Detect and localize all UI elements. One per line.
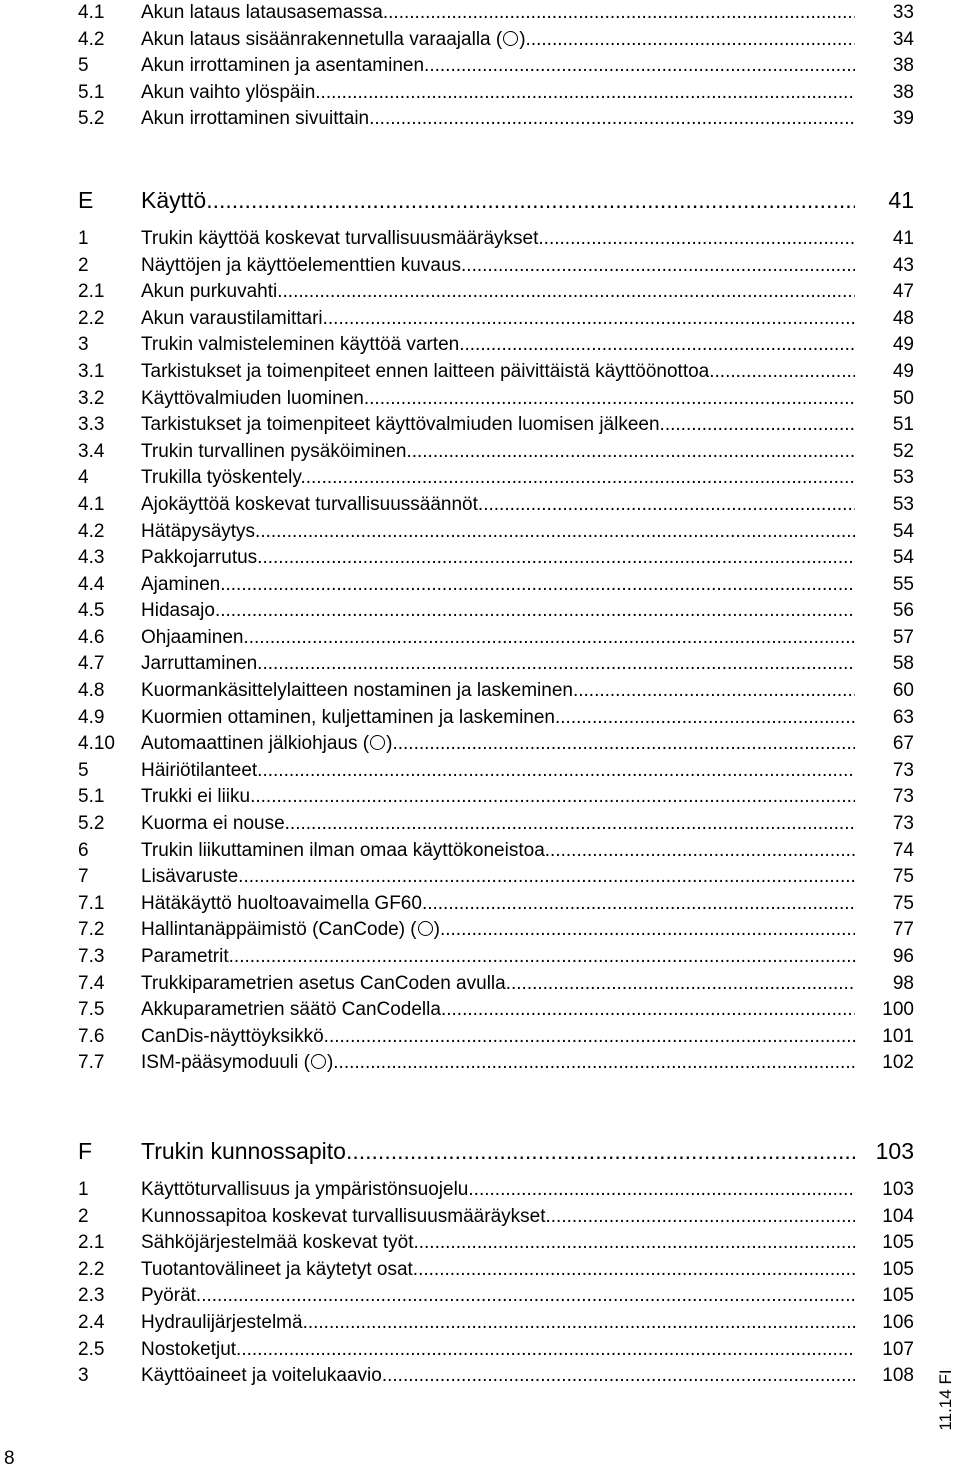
toc-entry-page: 47: [892, 281, 914, 303]
toc-entry[interactable]: [78, 439, 914, 466]
toc-entry-title: [141, 306, 855, 333]
toc-entry-title-text: Trukilla työskentely: [141, 467, 301, 489]
toc-entry-number: 2: [78, 254, 89, 276]
toc-entry-title: [141, 891, 855, 918]
toc-entry[interactable]: [78, 944, 914, 971]
toc-entry-title-text: Pyörät: [141, 1285, 196, 1307]
toc-entry-page: 103: [875, 1137, 914, 1164]
toc-entry-page: 102: [882, 1052, 914, 1074]
toc-entry-page: 74: [892, 839, 914, 861]
toc-entry-title-text: Näyttöjen ja käyttöelementtien kuvaus: [141, 254, 462, 276]
spacer: [78, 133, 914, 184]
toc-entry-page: 51: [892, 414, 914, 436]
toc-entry-title: [141, 53, 855, 80]
toc-entry[interactable]: [78, 359, 914, 386]
toc-entry[interactable]: [78, 971, 914, 998]
toc-entry-page: 73: [892, 813, 914, 835]
toc-entry-title: [141, 226, 855, 253]
toc-entry-number: 7.2: [78, 919, 105, 941]
toc-entry[interactable]: [78, 625, 914, 652]
toc-entry-page: 56: [892, 600, 914, 622]
toc-entry-title-text: Automaattinen jälkiohjaus (: [141, 733, 370, 755]
toc-entry-number: 7.7: [78, 1052, 105, 1074]
toc-entry-number: 4.6: [78, 626, 105, 648]
toc-entry[interactable]: [78, 838, 914, 865]
toc-entry-title: [141, 1024, 855, 1051]
toc-entry[interactable]: [78, 572, 914, 599]
toc-entry[interactable]: [78, 705, 914, 732]
toc-entry-title: [141, 1337, 855, 1364]
toc-entry-page: 52: [892, 440, 914, 462]
toc-entry-number: 4.7: [78, 653, 105, 675]
toc-entry-page: 53: [892, 493, 914, 515]
toc-entry-number: 4.1: [78, 2, 105, 23]
toc-entry[interactable]: [78, 1177, 914, 1204]
toc-entry[interactable]: [78, 1024, 914, 1051]
toc-entry-page: 58: [892, 653, 914, 675]
toc-entry-page: 75: [892, 866, 914, 888]
toc-entry-page: 57: [892, 626, 914, 648]
toc-entry-title-text: Akun irrottaminen ja asentaminen: [141, 55, 425, 77]
toc-entry-number: 2.4: [78, 1311, 105, 1333]
toc-entry-title: [141, 997, 855, 1024]
toc-entry-title-text: Jarruttaminen: [141, 653, 258, 675]
toc-entry-number: 2.2: [78, 307, 105, 329]
toc-entry-number: 3: [78, 334, 89, 356]
toc-entry-title-text: Hydraulijärjestelmä: [141, 1311, 303, 1333]
toc-entry-title-text: Sähköjärjestelmää koskevat työt: [141, 1232, 414, 1254]
toc-entry[interactable]: [78, 492, 914, 519]
toc-entry-title-text: Akun lataus latausasemassa: [141, 2, 383, 23]
toc-entry-page: 54: [892, 547, 914, 569]
toc-entry-title: [141, 1050, 855, 1077]
toc-entry-number: 4.5: [78, 600, 105, 622]
toc-entry[interactable]: [78, 80, 914, 107]
toc-entry-number: 7.5: [78, 999, 105, 1021]
toc-entry[interactable]: [78, 386, 914, 413]
toc-entry-page: 106: [882, 1311, 914, 1333]
toc-entry-number: 7.3: [78, 946, 105, 967]
toc-entry-title-text: Kuormankäsittelylaitteen nostaminen ja laskeminen: [141, 680, 573, 702]
toc-entry-title: [141, 492, 855, 519]
toc-entry-number: 1: [78, 227, 89, 249]
toc-entry-title-suffix: ): [519, 28, 526, 50]
toc-entry[interactable]: [78, 545, 914, 572]
toc-entry-title-text: Nostoketjut: [141, 1338, 237, 1360]
toc-entry-title-text: Ajokäyttöä koskevat turvallisuussäännöt: [141, 493, 478, 515]
toc-entry[interactable]: [78, 106, 914, 133]
toc-entry-title-text: Akun irrottaminen sivuittain: [141, 108, 370, 130]
toc-entry-number: 4.2: [78, 28, 105, 50]
toc-entry-page: 33: [892, 2, 914, 23]
toc-entry-title: [141, 519, 855, 546]
toc-entry-title: [141, 625, 855, 652]
toc-entry-title: [141, 1363, 855, 1390]
toc-entry-title: [141, 971, 855, 998]
toc-entry[interactable]: [78, 279, 914, 306]
toc-entry-title-text: Trukin käyttöä koskevat turvallisuusmääräykset: [141, 227, 539, 249]
toc-entry-page: 38: [892, 81, 914, 103]
toc-entry-title: [141, 27, 855, 54]
toc-entry-title: [141, 1257, 855, 1284]
toc-entry-title-text: Tarkistukset ja toimenpiteet käyttövalmiuden luomisen jälkeen: [141, 414, 660, 436]
toc-entry-number: 5: [78, 759, 89, 781]
toc-entry-number: 2.5: [78, 1338, 105, 1360]
toc-entry-page: 55: [892, 573, 914, 595]
toc-entry-page: 101: [882, 1025, 914, 1047]
optional-equipment-icon: [311, 1054, 326, 1069]
toc-entry-title-text: Tuotantovälineet ja käytetyt osat: [141, 1258, 413, 1280]
toc-entry-page: 104: [882, 1205, 914, 1227]
toc-entry-title-text: Akun purkuvahti: [141, 281, 278, 303]
toc-entry[interactable]: [78, 465, 914, 492]
toc-entry-title: [141, 80, 855, 107]
toc-entry-page: 100: [882, 999, 914, 1021]
toc-entry-page: 63: [892, 706, 914, 728]
toc-entry[interactable]: [78, 678, 914, 705]
toc-entry-page: 50: [892, 387, 914, 409]
toc-entry-title-text: Häiriötilanteet: [141, 759, 258, 781]
toc-entry-title-text: Trukin valmisteleminen käyttöä varten: [141, 334, 460, 356]
toc-entry-title-text: Trukin kunnossapito: [141, 1137, 346, 1164]
toc-entry-page: 105: [882, 1285, 914, 1307]
toc-entry-title: [141, 106, 855, 133]
toc-entry-title-text: Hidasajo: [141, 600, 215, 622]
toc-entry-title-text: Akun lataus sisäänrakennetulla varaajalla (: [141, 28, 503, 50]
toc-entry-number: 7.6: [78, 1025, 105, 1047]
toc-entry-page: 60: [892, 680, 914, 702]
toc-chapter[interactable]: [78, 1135, 914, 1167]
toc-entry-number: 5.1: [78, 81, 105, 103]
page-number: 8: [4, 1448, 15, 1469]
toc-entry-title: [141, 678, 855, 705]
toc-entry-title-text: CanDis-näyttöyksikkö: [141, 1025, 324, 1047]
toc-entry-title-text: Kunnossapitoa koskevat turvallisuusmääräykset: [141, 1205, 546, 1227]
toc-entry-number: 2.1: [78, 281, 105, 303]
toc-entry-title: [141, 731, 855, 758]
toc-entry-title: [141, 1310, 855, 1337]
toc-entry-title-suffix: ): [326, 1052, 334, 1074]
toc-entry-page: 48: [892, 307, 914, 329]
table-of-contents: [78, 0, 914, 1390]
toc-entry-number: 7.1: [78, 892, 105, 914]
toc-entry-page: 77: [892, 919, 914, 941]
toc-entry[interactable]: [78, 1363, 914, 1390]
toc-entry-number: 1: [78, 1178, 89, 1200]
toc-entry-title: [141, 332, 855, 359]
toc-entry[interactable]: [78, 1283, 914, 1310]
toc-entry[interactable]: [78, 1310, 914, 1337]
toc-entry-title-text: Tarkistukset ja toimenpiteet ennen laitteen päivittäistä käyttöönottoa: [141, 360, 710, 382]
toc-entry-page: 53: [892, 467, 914, 489]
toc-entry-title: [141, 0, 855, 27]
toc-entry-number: 5.1: [78, 786, 105, 808]
spacer: [78, 216, 914, 226]
toc-entry-title: [141, 439, 855, 466]
toc-entry-title-text: Kuorma ei nouse.: [141, 813, 290, 835]
toc-entry-title: [141, 359, 855, 386]
toc-entry-title: [141, 944, 855, 971]
toc-entry[interactable]: [78, 731, 914, 758]
toc-entry-number: 7.4: [78, 972, 105, 994]
toc-entry[interactable]: [78, 1050, 914, 1077]
toc-entry[interactable]: [78, 412, 914, 439]
toc-entry-title: [141, 917, 855, 944]
toc-entry-title-text: Käyttövalmiuden luominen: [141, 387, 364, 409]
toc-entry-number: 5.2: [78, 108, 105, 130]
toc-entry-page: 96: [892, 946, 914, 967]
toc-entry-title-text: Pakkojarrutus: [141, 547, 258, 569]
toc-entry-page: 39: [892, 108, 914, 130]
toc-entry-title-text: Kuormien ottaminen, kuljettaminen ja laskeminen: [141, 706, 555, 728]
toc-entry-number: 4.2: [78, 520, 105, 542]
toc-entry[interactable]: [78, 784, 914, 811]
toc-entry-number: 3.1: [78, 360, 105, 382]
toc-entry-number: 4.8: [78, 680, 105, 702]
toc-entry[interactable]: [78, 1204, 914, 1231]
toc-entry-page: 73: [892, 786, 914, 808]
toc-entry-title: [141, 1177, 855, 1204]
toc-entry[interactable]: [78, 53, 914, 80]
toc-entry-title: [141, 651, 855, 678]
toc-entry-page: 108: [882, 1365, 914, 1387]
toc-entry[interactable]: [78, 891, 914, 918]
toc-entry[interactable]: [78, 1230, 914, 1257]
toc-entry-page: 105: [882, 1258, 914, 1280]
toc-entry-page: 41: [888, 186, 914, 213]
toc-entry[interactable]: [78, 226, 914, 253]
optional-equipment-icon: [418, 921, 433, 936]
toc-entry-number: 5.2: [78, 813, 105, 835]
toc-entry-title: [141, 386, 855, 413]
toc-entry-number: 4.10: [78, 733, 115, 755]
toc-entry-title-suffix: ): [386, 733, 393, 755]
toc-entry[interactable]: [78, 27, 914, 54]
toc-entry-title: [141, 705, 855, 732]
toc-entry-page: 105: [882, 1232, 914, 1254]
toc-entry-title: [141, 1230, 855, 1257]
toc-entry-title: [141, 572, 855, 599]
toc-entry-page: 98: [892, 972, 914, 994]
toc-entry-title: [141, 184, 855, 216]
toc-entry-page: 49: [892, 334, 914, 356]
toc-entry-page: 103: [882, 1178, 914, 1200]
toc-entry-title-text: Parametrit: [141, 946, 229, 967]
spacer: [78, 1167, 914, 1177]
toc-entry-number: 4.1: [78, 493, 105, 515]
toc-entry-number: 3: [78, 1365, 89, 1387]
toc-entry-number: 3.3: [78, 414, 105, 436]
toc-chapter[interactable]: [78, 184, 914, 216]
toc-entry-number: 2.2: [78, 1258, 105, 1280]
toc-entry-number: 4.3: [78, 547, 105, 569]
toc-entry[interactable]: [78, 864, 914, 891]
toc-entry[interactable]: [78, 651, 914, 678]
toc-entry-title: [141, 811, 855, 838]
toc-entry-title-text: Ajaminen: [141, 573, 221, 595]
toc-entry-title-text: Lisävaruste: [141, 866, 239, 888]
toc-entry-title-text: Hallintanäppäimistö (CanCode) (: [141, 919, 417, 941]
toc-entry-title: [141, 412, 855, 439]
toc-entry-title: [141, 784, 855, 811]
toc-entry-number: 4.9: [78, 706, 105, 728]
toc-entry-title-text: Akun vaihto ylöspäin: [141, 81, 316, 103]
toc-entry[interactable]: [78, 758, 914, 785]
toc-entry-title-text: Ohjaaminen: [141, 626, 244, 648]
toc-entry-number: 7: [78, 866, 89, 888]
toc-entry-title-text: Hätäpysäytys: [141, 520, 256, 542]
toc-entry-number: 4.4: [78, 573, 105, 595]
toc-entry-number: 2.3: [78, 1285, 105, 1307]
toc-entry-page: 54: [892, 520, 914, 542]
toc-entry-number: 4: [78, 467, 89, 489]
toc-entry-title: [141, 598, 855, 625]
toc-entry-title: [141, 253, 855, 280]
toc-entry-title: [141, 279, 855, 306]
toc-entry-page: 43: [892, 254, 914, 276]
toc-entry[interactable]: [78, 253, 914, 280]
toc-entry-title: [141, 545, 855, 572]
toc-entry-number: 6: [78, 839, 89, 861]
toc-entry-title: [141, 838, 855, 865]
toc-entry-page: 67: [892, 733, 914, 755]
toc-entry-title: [141, 1135, 855, 1167]
toc-entry-number: E: [78, 186, 94, 213]
toc-entry-page: 73: [892, 759, 914, 781]
toc-entry-title-text: Trukkiparametrien asetus CanCoden avulla: [141, 972, 506, 994]
optional-equipment-icon: [503, 31, 518, 46]
toc-entry-title-text: ISM-pääsymoduuli (: [141, 1052, 310, 1074]
toc-entry-title: [141, 864, 855, 891]
toc-entry-number: 3.4: [78, 440, 105, 462]
toc-entry[interactable]: [78, 306, 914, 333]
toc-entry-title-text: Käyttöturvallisuus ja ympäristönsuojelu: [141, 1178, 469, 1200]
optional-equipment-icon: [370, 735, 385, 750]
toc-entry-page: 41: [892, 227, 914, 249]
toc-entry[interactable]: [78, 598, 914, 625]
toc-entry-title-text: Akkuparametrien säätö CanCodella: [141, 999, 441, 1021]
toc-entry-page: 107: [882, 1338, 914, 1360]
toc-entry-title-text: Hätäkäyttö huoltoavaimella GF60: [141, 892, 422, 914]
toc-entry-title: [141, 1283, 855, 1310]
toc-entry[interactable]: [78, 811, 914, 838]
toc-entry[interactable]: [78, 997, 914, 1024]
toc-entry[interactable]: [78, 519, 914, 546]
toc-entry-title-text: Akun varaustilamittari: [141, 307, 323, 329]
toc-entry-page: 75: [892, 892, 914, 914]
spacer: [78, 1077, 914, 1135]
toc-entry-number: 2: [78, 1205, 89, 1227]
toc-entry[interactable]: [78, 917, 914, 944]
version-label: [931, 1360, 960, 1440]
toc-entry-title-suffix: ): [433, 919, 440, 941]
toc-entry-number: 5: [78, 55, 89, 77]
toc-entry-page: 38: [892, 55, 914, 77]
toc-entry[interactable]: [78, 0, 914, 27]
toc-entry[interactable]: [78, 1257, 914, 1284]
toc-entry-title-text: Trukin liikuttaminen ilman omaa käyttökoneistoa: [141, 839, 545, 861]
toc-entry-title: [141, 758, 855, 785]
toc-entry-title-text: Käyttöaineet ja voitelukaavio: [141, 1365, 382, 1387]
toc-entry-page: 49: [892, 360, 914, 382]
toc-entry-title-text: Käyttö: [141, 186, 207, 213]
toc-entry[interactable]: [78, 1337, 914, 1364]
toc-entry-page: 34: [892, 28, 914, 50]
toc-entry-title: [141, 1204, 855, 1231]
toc-entry-title-text: Trukin turvallinen pysäköiminen: [141, 440, 407, 462]
version-text: 11.14 FI: [936, 1369, 955, 1431]
toc-entry-title-text: Trukki ei liiku: [141, 786, 251, 808]
toc-entry-number: 3.2: [78, 387, 105, 409]
toc-entry-number: 2.1: [78, 1232, 105, 1254]
toc-entry[interactable]: [78, 332, 914, 359]
toc-entry-number: F: [78, 1137, 93, 1164]
toc-entry-title: [141, 465, 855, 492]
